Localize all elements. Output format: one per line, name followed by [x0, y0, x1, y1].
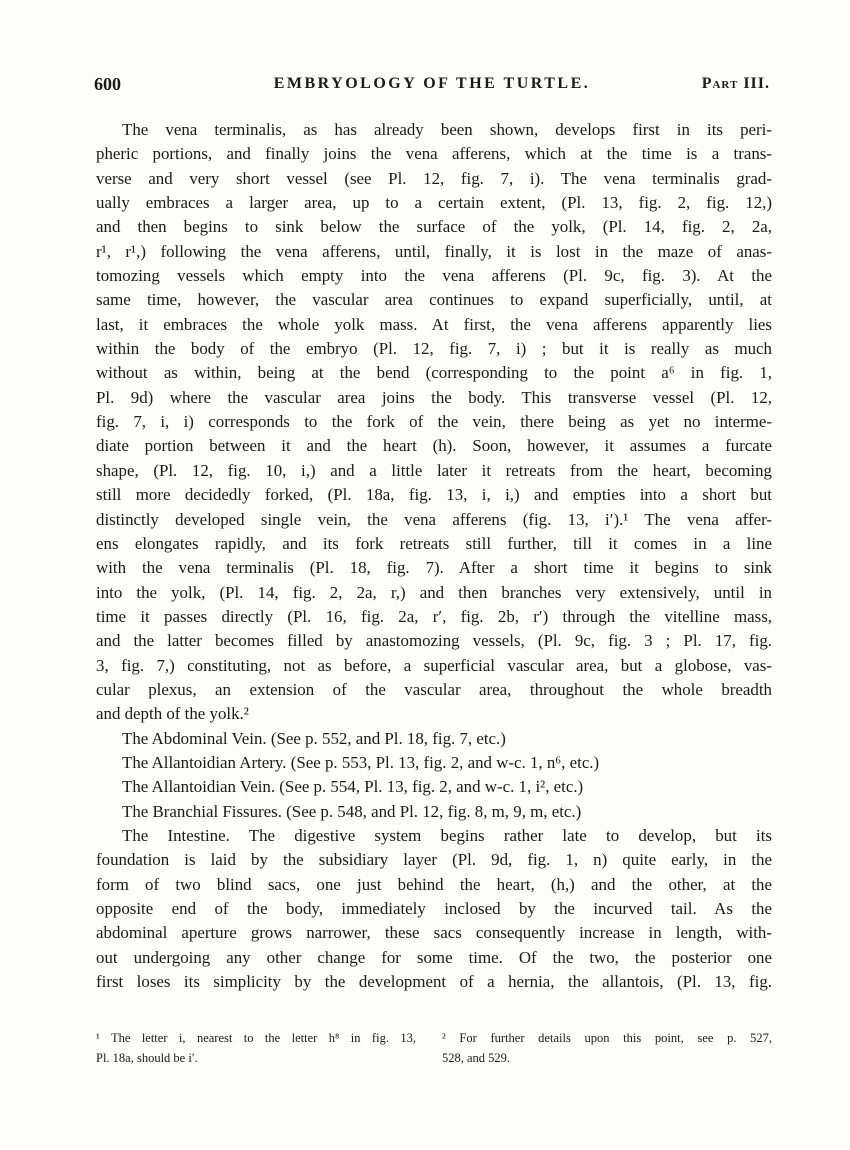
text-line: within the body of the embryo (Pl. 12, fig. 7, i) ; but it is really as much: [96, 339, 772, 359]
text-line: The Branchial Fissures. (See p. 548, and Pl. 12, fig. 8, m, 9, m, etc.): [122, 801, 582, 821]
text-line: foundation is laid by the subsidiary layer (Pl. 9d, fig. 1, n) quite early, in the: [96, 850, 772, 870]
footnote-1: [96, 1028, 416, 1068]
text-line: The Intestine. The digestive system begins rather late to develop, but its: [122, 825, 772, 845]
running-header: [94, 74, 770, 100]
text-line: with the vena terminalis (Pl. 18, fig. 7). After a short time it begins to sink: [96, 558, 772, 578]
text-line: and the latter becomes filled by anastomozing vessels, (Pl. 9c, fig. 3 ; Pl. 17, fig.: [96, 631, 772, 651]
footnote-line: ² For further details upon this point, see p. 527,: [442, 1031, 772, 1045]
text-line: still more decidedly forked, (Pl. 18a, fig. 13, i, i,) and empties into a short but: [96, 485, 772, 505]
text-line: cular plexus, an extension of the vascular area, throughout the whole breadth: [96, 679, 772, 699]
text-line: pheric portions, and finally joins the vena afferens, which at the time is a trans-: [96, 144, 772, 164]
text-line: and depth of the yolk.²: [96, 704, 249, 724]
text-line: 3, fig. 7,) constituting, not as before, a superficial vascular area, but a globose, vas-: [96, 655, 772, 675]
text-line: same time, however, the vascular area continues to expand superficially, until, at: [96, 290, 772, 310]
text-line: shape, (Pl. 12, fig. 10, i,) and a little later it retreats from the heart, becoming: [96, 460, 772, 480]
text-line: The Abdominal Vein. (See p. 552, and Pl. 18, fig. 7, etc.): [122, 728, 506, 748]
text-line: Pl. 9d) where the vascular area joins the body. This transverse vessel (Pl. 12,: [96, 387, 772, 407]
text-line: time it passes directly (Pl. 16, fig. 2a, r′, fig. 2b, r′) through the vitelline mass,: [96, 606, 772, 626]
part-label: Part III.: [701, 75, 770, 92]
footnote-line: 528, and 529.: [442, 1051, 511, 1065]
text-line: last, it embraces the whole yolk mass. At first, the vena afferens apparently lies: [96, 314, 772, 334]
text-line: out undergoing any other change for some time. Of the two, the posterior one: [96, 947, 772, 967]
text-line: into the yolk, (Pl. 14, fig. 2, 2a, r,) and then branches very extensively, until in: [96, 582, 772, 602]
text-line: r¹, r¹,) following the vena afferens, until, finally, it is lost in the maze of anas-: [96, 241, 772, 261]
text-line: fig. 7, i, i) corresponds to the fork of the vein, there being as yet no interme-: [96, 412, 772, 432]
running-title: EMBRYOLOGY OF THE TURTLE.: [273, 75, 591, 92]
footnote-line: Pl. 18a, should be i′.: [96, 1051, 198, 1065]
text-line: form of two blind sacs, one just behind the heart, (h,) and the other, at the: [96, 874, 772, 894]
text-line: without as within, being at the bend (corresponding to the point a⁶ in fig. 1,: [96, 363, 772, 383]
text-line: distinctly developed single vein, the vena afferens (fig. 13, i′).¹ The vena affer-: [96, 509, 772, 529]
text-line: opposite end of the body, immediately inclosed by the incurved tail. As the: [96, 899, 772, 918]
text-line: verse and very short vessel (see Pl. 12, fig. 7, i). The vena terminalis grad-: [96, 168, 772, 188]
text-line: first loses its simplicity by the development of a hernia, the allantois, (Pl. 13, fig.: [96, 972, 772, 992]
footnote-line: ¹ The letter i, nearest to the letter h⁸ in fig. 13,: [96, 1031, 416, 1045]
body-text: [96, 118, 772, 994]
text-line: The Allantoidian Artery. (See p. 553, Pl. 13, fig. 2, and w-c. 1, n⁶, etc.): [122, 752, 600, 772]
text-line: diate portion between it and the heart (h). Soon, however, it assumes a furcate: [96, 436, 772, 456]
text-line: The Allantoidian Vein. (See p. 554, Pl. 13, fig. 2, and w-c. 1, i², etc.): [122, 777, 584, 797]
page-number: 600: [94, 74, 121, 94]
text-line: ens elongates rapidly, and its fork retreats still further, till it comes in a line: [96, 533, 772, 553]
text-line: and then begins to sink below the surface of the yolk, (Pl. 14, fig. 2, 2a,: [96, 217, 772, 237]
text-line: The vena terminalis, as has already been shown, develops first in its peri-: [122, 120, 772, 139]
text-line: abdominal aperture grows narrower, these sacs consequently increase in length, with-: [96, 923, 772, 943]
text-line: ually embraces a larger area, up to a certain extent, (Pl. 13, fig. 2, fig. 12,): [96, 193, 772, 213]
text-line: tomozing vessels which empty into the vena afferens (Pl. 9c, fig. 3). At the: [96, 266, 772, 286]
footnote-2: [442, 1028, 772, 1068]
